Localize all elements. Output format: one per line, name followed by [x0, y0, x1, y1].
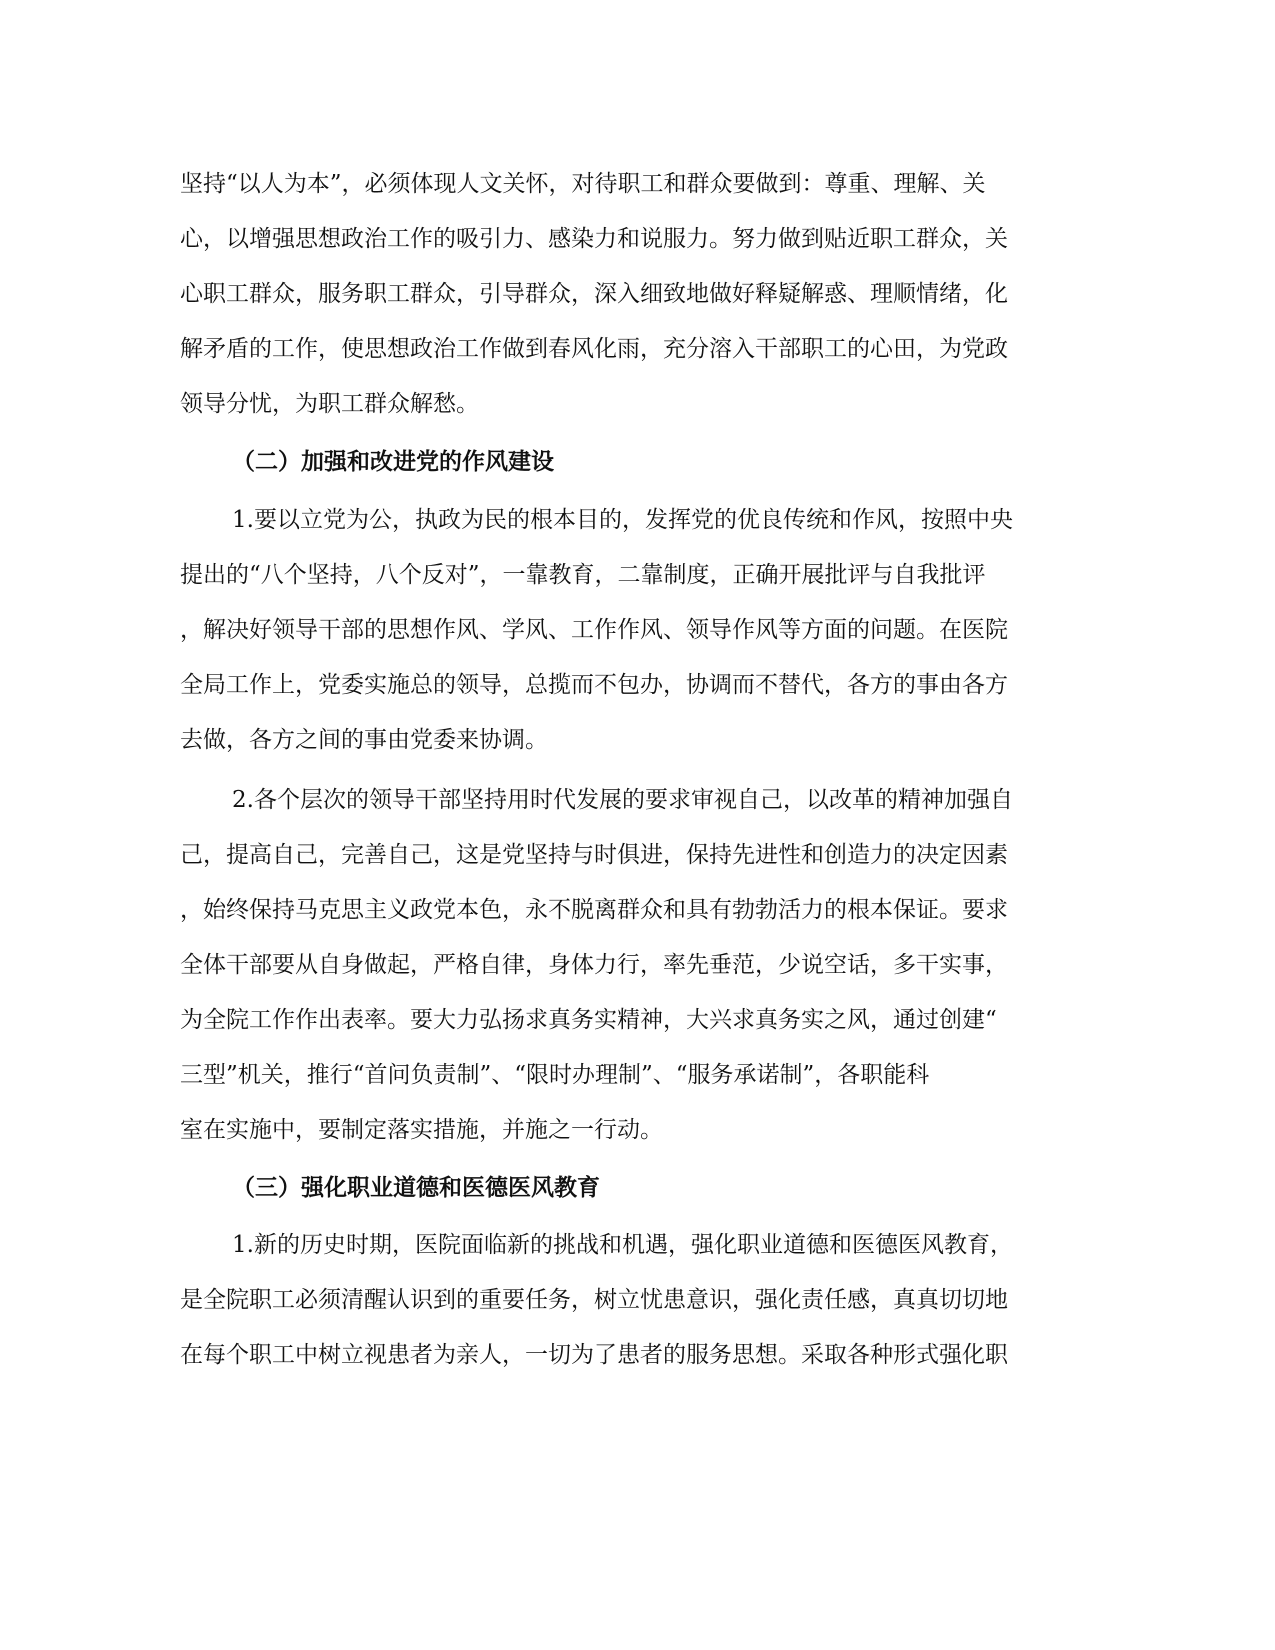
text-line: ，始终保持马克思主义政党本色，永不脱离群众和具有勃勃活力的根本保证。要求 — [180, 897, 1008, 923]
text-line: 心职工群众，服务职工群众，引导群众，深入细致地做好释疑解惑、理顺情绪，化 — [180, 281, 1008, 307]
text-line: 三型”机关，推行“首问负责制”、“限时办理制”、“服务承诺制”，各职能科 — [180, 1062, 930, 1088]
text-line: 解矛盾的工作，使思想政治工作做到春风化雨，充分溶入干部职工的心田，为党政 — [180, 336, 1008, 362]
text-line: 室在实施中，要制定落实措施，并施之一行动。 — [180, 1117, 663, 1143]
text-line: ，解决好领导干部的思想作风、学风、工作作风、领导作风等方面的问题。在医院 — [180, 617, 1008, 643]
text-line: 是全院职工必须清醒认识到的重要任务，树立忧患意识，强化责任感，真真切切地 — [180, 1287, 1008, 1313]
text-line: 2.各个层次的领导干部坚持用时代发展的要求审视自己，以改革的精神加强自 — [232, 787, 1013, 813]
text-line: 提出的“八个坚持，八个反对”，一靠教育，二靠制度，正确开展批评与自我批评 — [180, 562, 986, 588]
text-line: 领导分忧，为职工群众解愁。 — [180, 391, 479, 417]
section-heading: （三）强化职业道德和医德医风教育 — [232, 1175, 600, 1201]
text-line: 全局工作上，党委实施总的领导，总揽而不包办，协调而不替代，各方的事由各方 — [180, 672, 1008, 698]
text-line: 在每个职工中树立视患者为亲人，一切为了患者的服务思想。采取各种形式强化职 — [180, 1342, 1008, 1368]
text-line: 心，以增强思想政治工作的吸引力、感染力和说服力。努力做到贴近职工群众，关 — [180, 226, 1008, 252]
section-heading: （二）加强和改进党的作风建设 — [232, 449, 554, 475]
text-line: 全体干部要从自身做起，严格自律，身体力行，率先垂范，少说空话，多干实事， — [180, 952, 1008, 978]
text-line: 1.要以立党为公，执政为民的根本目的，发挥党的优良传统和作风，按照中央 — [232, 507, 1013, 533]
text-line: 己，提高自己，完善自己，这是党坚持与时俱进，保持先进性和创造力的决定因素 — [180, 842, 1008, 868]
text-line: 去做，各方之间的事由党委来协调。 — [180, 727, 548, 753]
text-line: 坚持“以人为本”，必须体现人文关怀，对待职工和群众要做到：尊重、理解、关 — [180, 171, 986, 197]
text-line: 1.新的历史时期，医院面临新的挑战和机遇，强化职业道德和医德医风教育， — [232, 1232, 1013, 1258]
text-line: 为全院工作作出表率。要大力弘扬求真务实精神，大兴求真务实之风，通过创建“ — [180, 1007, 997, 1033]
